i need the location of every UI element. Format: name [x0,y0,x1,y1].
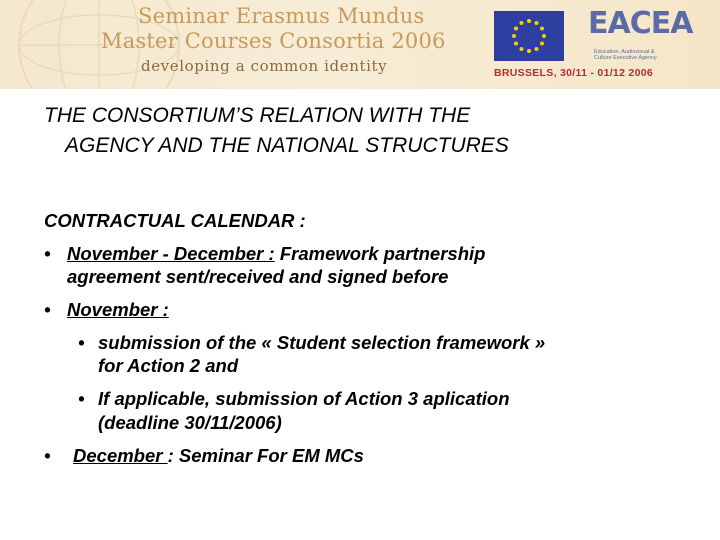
item-text: : Seminar For EM MCs [167,444,364,466]
bullet-icon: • [78,331,85,353]
slide-heading-line-2: AGENCY AND THE NATIONAL STRUCTURES [65,134,509,157]
sub-item-text-continuation: (deadline 30/11/2006) [98,411,282,433]
event-date-place: BRUSSELS, 30/11 - 01/12 2006 [494,67,653,79]
item-text: Framework partnership [274,242,486,264]
bullet-icon: • [44,444,51,466]
list-item-november [44,294,704,327]
sub-item-text: submission of the « Student selection framework » [98,331,546,353]
bullet-icon: • [44,242,51,264]
item-label: December [73,444,168,466]
header-banner [0,0,720,89]
banner-title-line-1: Seminar Erasmus Mundus [138,4,425,28]
sub-item-text-continuation: for Action 2 and [98,355,239,376]
item-label: November - December : [67,242,275,264]
banner-subtitle: developing a common identity [141,57,388,75]
banner-title-line-2: Master Courses Consortia 2006 [101,29,446,53]
slide-heading [44,101,704,161]
eacea-tagline: Education, Audiovisual & Culture Executive Agency [594,49,657,61]
slide-heading-line-1: THE CONSORTIUM’S RELATION WITH THE [44,104,471,127]
bullet-icon: • [78,388,85,409]
item-text-continuation: agreement sent/received and signed before [67,266,449,287]
eu-flag-icon [494,11,564,61]
list-item-december [44,440,704,473]
eacea-logo [588,6,708,66]
item-label: November : [67,299,169,320]
slide-body [44,205,704,472]
section-label: CONTRACTUAL CALENDAR : [44,210,306,231]
eacea-logo-text: EACEA [588,6,693,41]
sub-item-text: If applicable, submission of Action 3 aplication [98,388,510,409]
bullet-icon: • [44,299,51,320]
